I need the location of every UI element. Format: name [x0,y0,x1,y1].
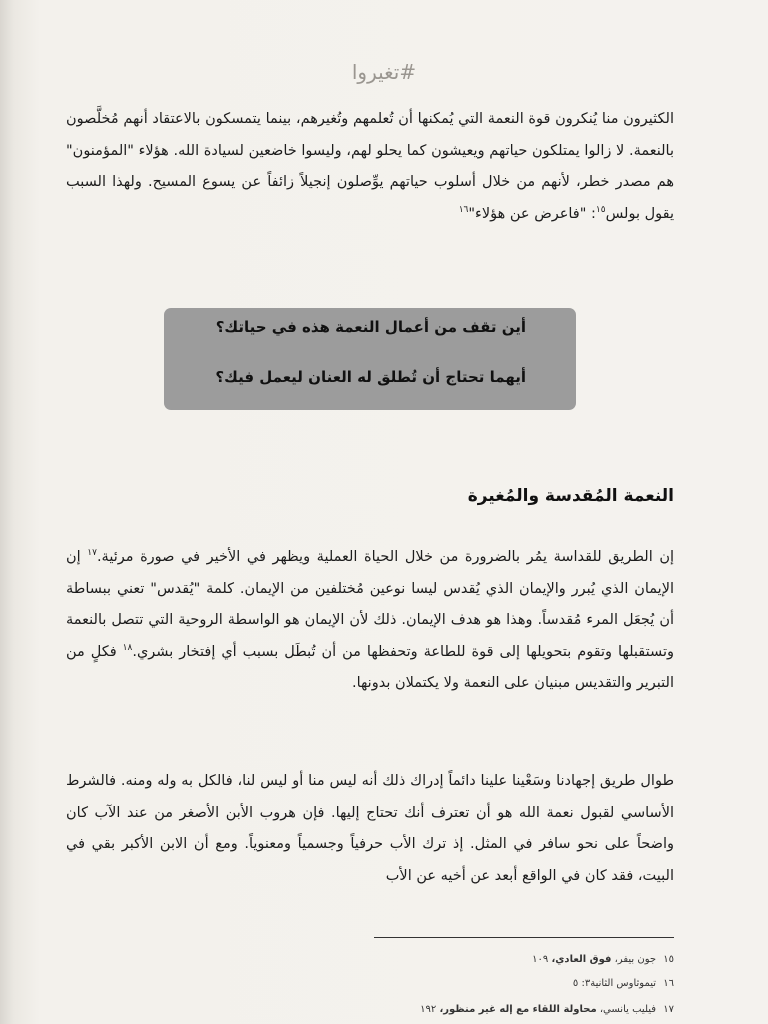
reflection-question-2: أيهما تحتاج أن تُطلق له العنان ليعمل فيك؟ [215,368,526,386]
running-header: #تغيروا [351,60,417,84]
paragraph-3 [66,766,674,892]
paragraph-1-quote: : "فاعرض عن هؤلاء" [468,205,596,222]
footnote-ref-15: ١٥ [595,204,606,215]
footnote-number: ١٥ [663,954,674,965]
reflection-question-1: أين تقف من أعمال النعمة هذه في حياتك؟ [215,318,526,336]
paragraph-3-text: طوال طريق إجهادنا وسَعْينا علينا دائماً إدراك ذلك أنه ليس منا أو ليس لنا، فالكل به وله ومنه. فالشرط الأساسي لقبول نعمة الله هو أن تعترف أنك تحتاج إليها. فإن هروب الأبن الأصغر من عند الآب كان واضحاً على نحو سافر في المثل. إذ ترك الأب حرفياً وجسمياً ومعنوياً. ومع أن الابن الأكبر بقي في البيت، فقد كان في الواقع أبعد عن أخيه عن الأب [66,773,674,884]
section-heading: النعمة المُقدسة والمُغيرة [467,486,674,506]
footnote-author: فيليب يانسي، [599,1004,657,1015]
footnote-ref-18: ١٨ [122,642,133,653]
footnote-17 [420,1004,674,1015]
footnote-title: فوق العادي، [551,954,612,965]
paragraph-2-part-2: إن الإيمان الذي يُبرر والإيمان الذي يُقدس ليسا نوعين مُختلفين من الإيمان. كلمة "يُقدس" تعني ببساطة أن يُجعَل المرء مُقدساً. وهذا هو هدف الإيمان. ذلك لأن الإيمان هو الواسطة الروحية التي تتصل بالنعمة وتستقبلها وتقوم بتحويلها إلى قوة للطاعة وتحفظها من أن تُبطَل بسبب أي إفتخار بشري. [66,549,674,660]
footnote-page: ٥ [572,978,579,989]
paragraph-2-part-1: إن الطريق للقداسة يمُر بالضرورة من خلال الحياة العملية ويظهر في الأخير في صورة مرئية. [96,549,674,565]
footnote-page: ١٩٢ [420,1004,437,1015]
reflection-callout-box [164,308,576,410]
footnote-ref-17: ١٧ [87,548,97,559]
footnote-author: تيموثاوس الثانية٣: [581,978,657,989]
footnote-page: ١٠٩ [532,954,549,965]
paragraph-2-part-3: فكلٍ من التبرير والتقديس مبنيان على النعمة ولا يكتملان بدونها. [66,643,674,691]
paragraph-2 [66,542,674,700]
footnote-author: جون بيفر، [614,954,657,965]
footnote-number: ١٧ [663,1004,674,1015]
footnote-title: محاولة اللقاء مع إله غير منظور، [439,1004,597,1015]
paragraph-1 [66,104,674,230]
footnote-15 [532,954,674,965]
footnote-separator [374,937,674,938]
footnote-ref-16: ١٦ [458,204,469,215]
paragraph-1-text: الكثيرون منا يُنكرون قوة النعمة التي يُمكنها أن تُعلمهم وتُغيرهم، بينما يتمسكون بالاعتقاد أنهم مُخلَّصون بالنعمة. لا زالوا يمتلكون حياتهم ويعيشون كما يحلو لهم، وليسوا خاضعين لسيادة الله. هؤلاء "المؤمنون" هم مصدر خطر، لأنهم من خلال أسلوب حياتهم يوِّصلون إنجيلاً زائفاً عن يسوع المسيح. ولهذا السبب يقول بولس [66,111,674,222]
footnote-number: ١٦ [663,978,674,989]
footnote-16 [573,978,674,989]
